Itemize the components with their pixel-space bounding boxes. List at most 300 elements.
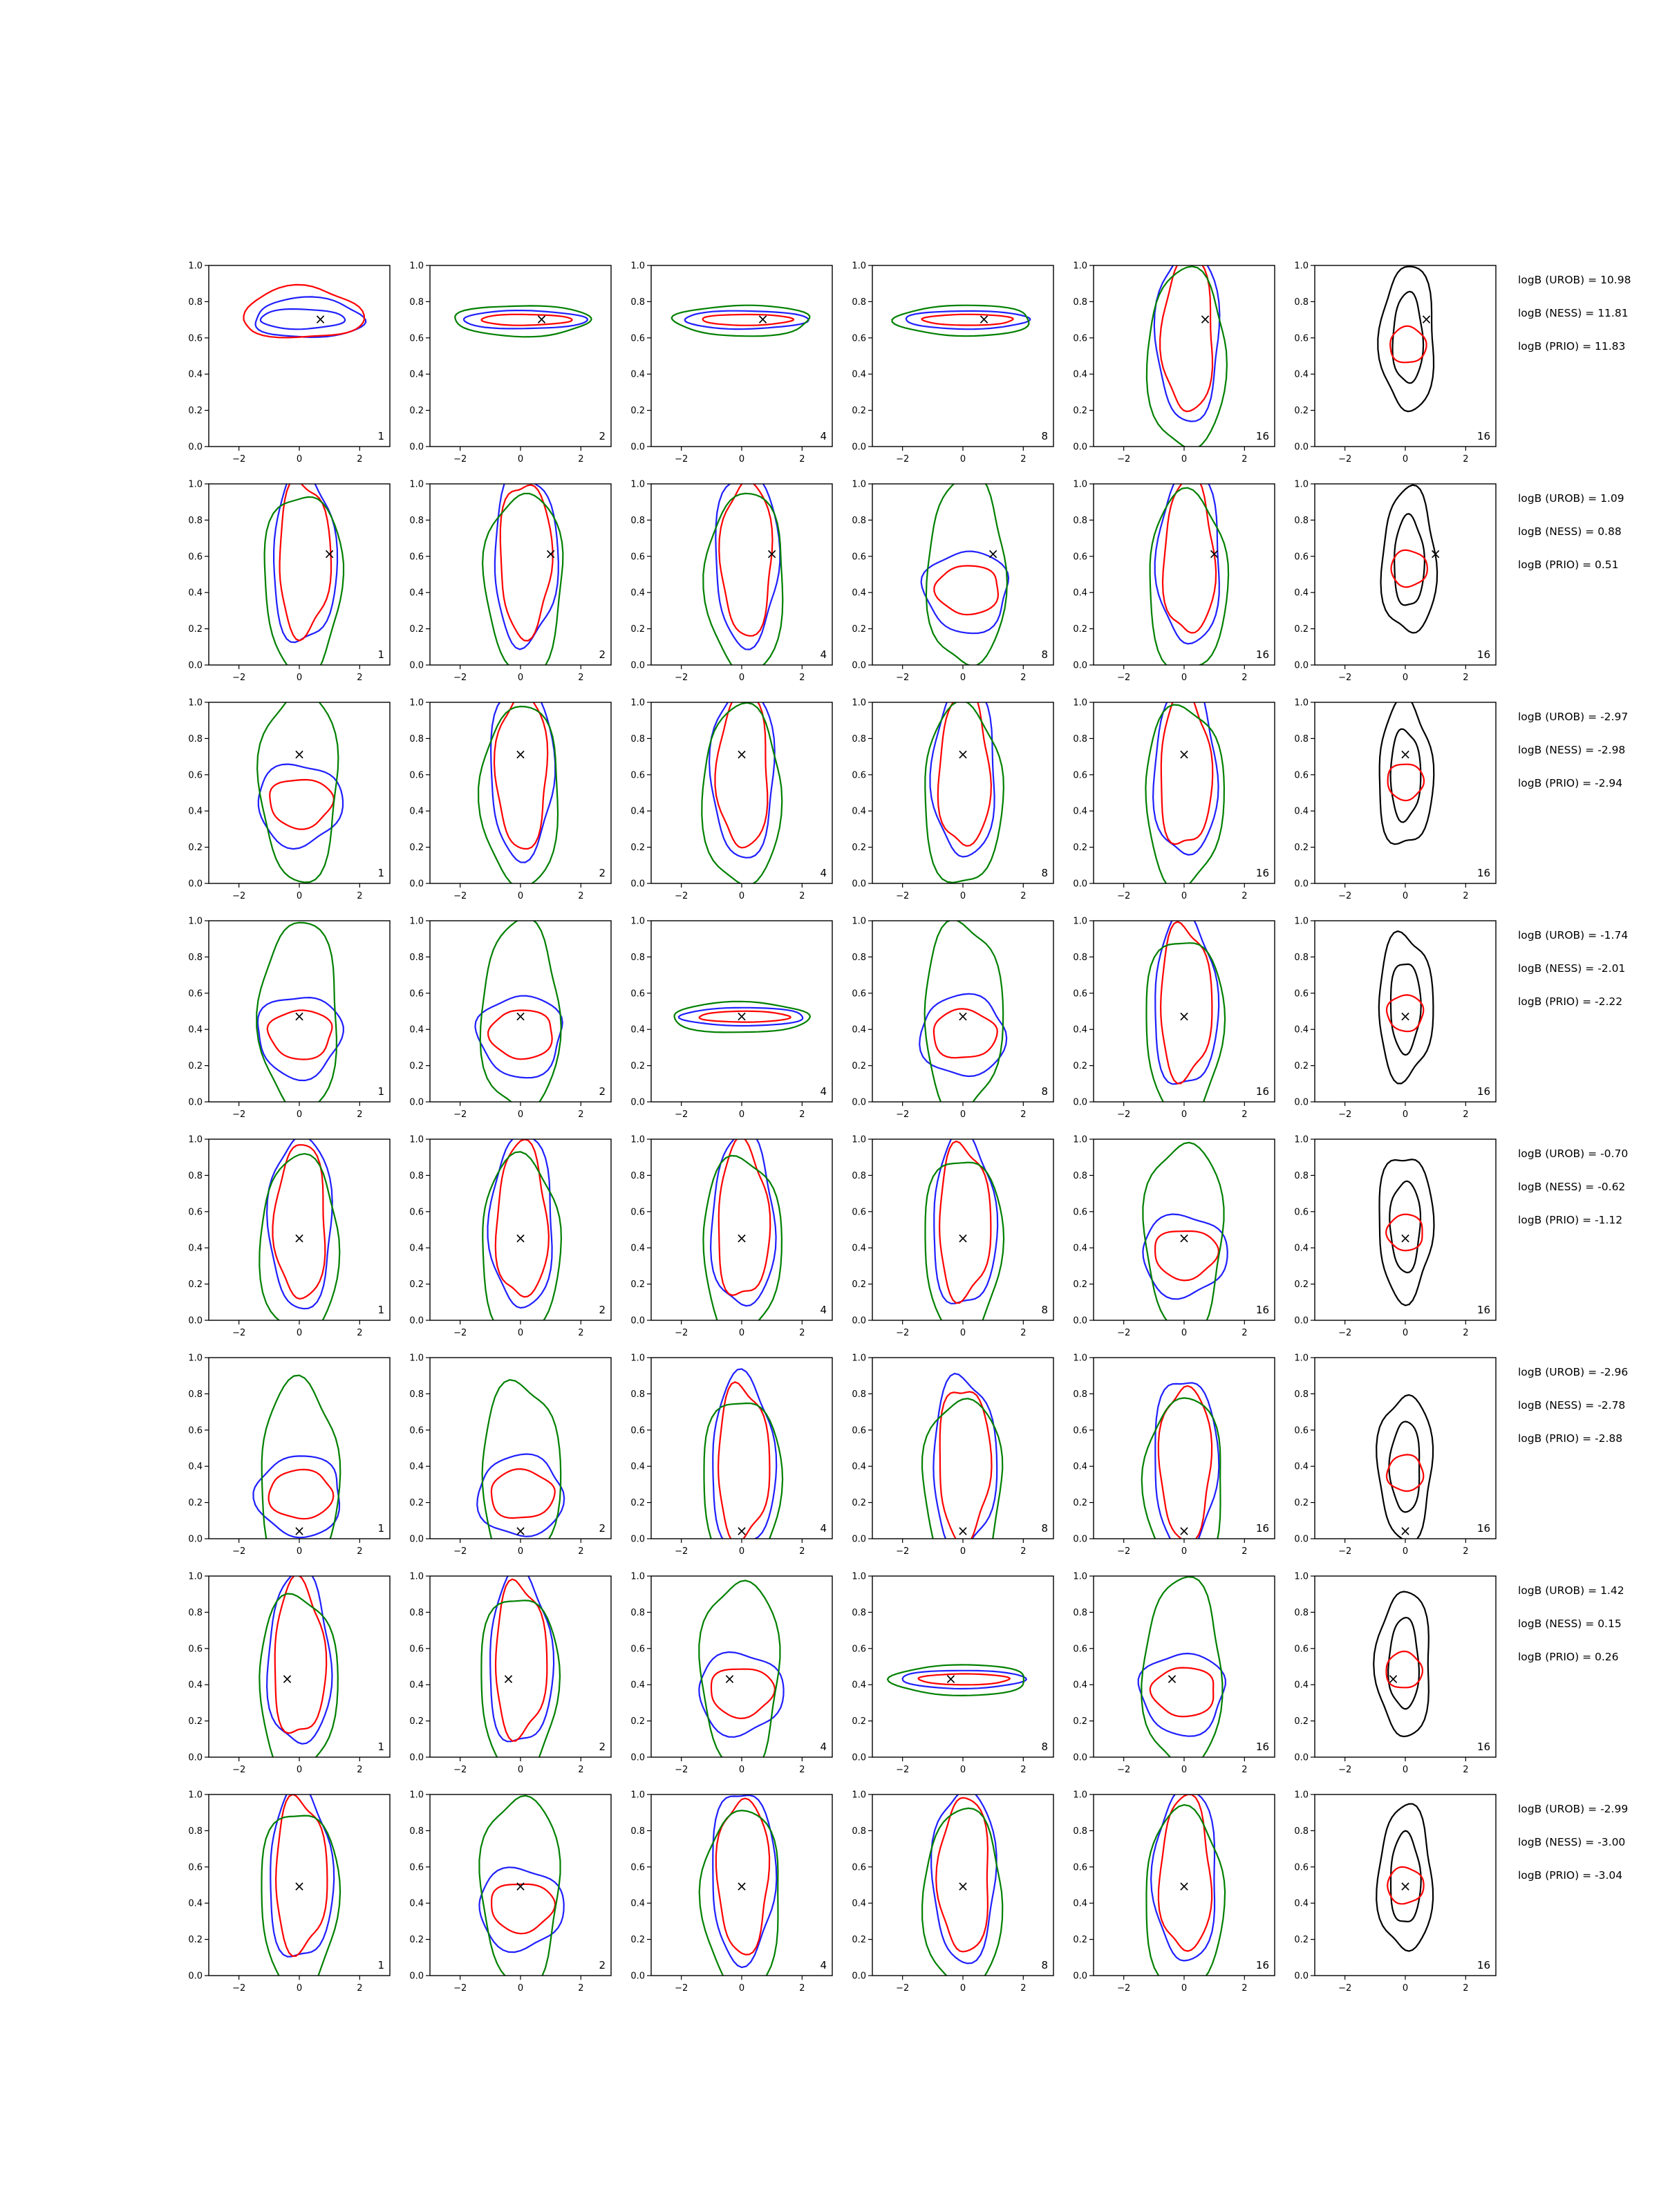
axes-frame bbox=[872, 484, 1053, 665]
x-tick-label: −2 bbox=[896, 673, 910, 683]
y-tick-label: 0.4 bbox=[1294, 806, 1309, 817]
x-tick-label: −2 bbox=[453, 673, 467, 683]
y-tick-label: 1.0 bbox=[1073, 1790, 1087, 1801]
y-tick-label: 0.6 bbox=[188, 1425, 203, 1436]
y-tick-label: 1.0 bbox=[630, 916, 645, 927]
y-tick-label: 0.4 bbox=[409, 1898, 424, 1909]
x-tick-label: 0 bbox=[296, 891, 303, 901]
true-value-marker: × bbox=[735, 1877, 748, 1895]
x-tick-label: 0 bbox=[517, 1109, 524, 1120]
contour-u-0 bbox=[709, 685, 775, 858]
contour-r-0 bbox=[1381, 485, 1438, 633]
panel-r7-c1 bbox=[188, 1568, 390, 1780]
contour-p-2 bbox=[704, 1403, 783, 1586]
panel-number-label: 16 bbox=[1255, 1522, 1269, 1535]
logb-annotation: logB (PRIO) = 11.83 bbox=[1518, 340, 1626, 353]
true-value-marker: × bbox=[735, 1230, 748, 1247]
y-tick-label: 0.8 bbox=[409, 952, 424, 963]
y-tick-label: 0.4 bbox=[630, 588, 645, 599]
panel-r3-c4 bbox=[852, 685, 1053, 901]
y-tick-label: 0.8 bbox=[409, 733, 424, 744]
y-tick-label: 1.0 bbox=[1073, 916, 1087, 927]
y-tick-label: 0.2 bbox=[630, 1280, 645, 1291]
y-tick-label: 0.0 bbox=[409, 1315, 424, 1327]
axes-frame bbox=[872, 1358, 1053, 1539]
contour-n-1 bbox=[482, 315, 572, 326]
y-tick-label: 0.6 bbox=[1073, 1207, 1087, 1218]
y-tick-label: 0.6 bbox=[852, 1425, 866, 1436]
y-tick-label: 0.4 bbox=[1294, 1680, 1309, 1691]
y-tick-label: 1.0 bbox=[1073, 261, 1087, 272]
y-tick-label: 1.0 bbox=[409, 697, 424, 709]
contour-u-2 bbox=[261, 309, 345, 329]
y-tick-label: 0.2 bbox=[1294, 1716, 1309, 1727]
y-tick-label: 1.0 bbox=[1294, 1353, 1309, 1364]
panel-number-label: 16 bbox=[1255, 1085, 1269, 1098]
y-tick-label: 0.0 bbox=[188, 442, 203, 453]
x-tick-label: 2 bbox=[578, 1983, 584, 1994]
true-value-marker: × bbox=[724, 1670, 735, 1687]
y-tick-label: 0.0 bbox=[188, 660, 203, 671]
x-tick-label: −2 bbox=[1338, 1765, 1352, 1775]
y-tick-label: 0.4 bbox=[852, 369, 866, 380]
panel-r2-c2 bbox=[409, 471, 611, 683]
y-tick-label: 0.0 bbox=[852, 1315, 866, 1327]
x-tick-label: −2 bbox=[1338, 1328, 1352, 1338]
true-value-marker: × bbox=[957, 1230, 969, 1247]
y-tick-label: 1.0 bbox=[630, 261, 645, 272]
y-tick-label: 1.0 bbox=[409, 479, 424, 490]
y-tick-label: 0.6 bbox=[1294, 1644, 1309, 1655]
y-tick-label: 0.2 bbox=[1073, 1280, 1087, 1291]
y-tick-label: 0.2 bbox=[852, 1935, 866, 1946]
y-tick-label: 0.6 bbox=[188, 1644, 203, 1655]
panel-r8-c4 bbox=[852, 1790, 1053, 1994]
y-tick-label: 0.2 bbox=[1294, 1935, 1309, 1946]
panel-r3-c5 bbox=[1073, 679, 1275, 901]
x-tick-label: 2 bbox=[1020, 1546, 1027, 1557]
panel-r5-c5 bbox=[1073, 1135, 1275, 1339]
y-tick-label: 1.0 bbox=[1294, 1790, 1309, 1801]
panel-r1-c4 bbox=[852, 261, 1053, 465]
panel-r2-c6 bbox=[1294, 480, 1496, 684]
logb-annotation: logB (PRIO) = 0.26 bbox=[1518, 1651, 1619, 1663]
panel-number-label: 8 bbox=[1041, 430, 1048, 442]
true-value-marker: × bbox=[514, 745, 527, 762]
y-tick-label: 0.0 bbox=[630, 1752, 645, 1763]
y-tick-label: 0.0 bbox=[852, 1534, 866, 1545]
x-tick-label: −2 bbox=[232, 454, 246, 465]
y-tick-label: 0.4 bbox=[630, 1024, 645, 1035]
y-tick-label: 0.0 bbox=[409, 1752, 424, 1763]
logb-annotation: logB (PRIO) = -2.88 bbox=[1518, 1432, 1623, 1445]
panel-r7-c3 bbox=[630, 1572, 832, 1776]
x-tick-label: −2 bbox=[1338, 891, 1352, 901]
axes-frame bbox=[651, 265, 832, 447]
y-tick-label: 0.6 bbox=[409, 1644, 424, 1655]
x-tick-label: 2 bbox=[357, 1546, 363, 1557]
y-tick-label: 1.0 bbox=[630, 1571, 645, 1582]
y-tick-label: 1.0 bbox=[1294, 916, 1309, 927]
panel-number-label: 16 bbox=[1477, 1304, 1490, 1316]
y-tick-label: 0.0 bbox=[1294, 1097, 1309, 1108]
y-tick-label: 0.4 bbox=[1294, 369, 1309, 380]
x-tick-label: −2 bbox=[896, 1765, 910, 1775]
y-tick-label: 0.4 bbox=[188, 806, 203, 817]
panel-number-label: 8 bbox=[1041, 867, 1048, 879]
x-tick-label: 0 bbox=[1402, 1546, 1409, 1557]
y-tick-label: 1.0 bbox=[409, 1571, 424, 1582]
y-tick-label: 0.4 bbox=[188, 369, 203, 380]
panel-r1-c2 bbox=[409, 261, 611, 465]
y-tick-label: 0.6 bbox=[1294, 1425, 1309, 1436]
panel-number-label: 4 bbox=[820, 1741, 827, 1753]
panel-r6-c6 bbox=[1294, 1353, 1496, 1557]
x-tick-label: 0 bbox=[959, 1983, 966, 1994]
y-tick-label: 0.2 bbox=[188, 1498, 203, 1509]
true-value-marker: × bbox=[1178, 1877, 1190, 1895]
panel-number-label: 16 bbox=[1477, 867, 1490, 879]
y-tick-label: 0.8 bbox=[1073, 515, 1087, 526]
panel-r4-c3 bbox=[630, 917, 832, 1121]
panel-r8-c5 bbox=[1073, 1789, 1275, 1994]
y-tick-label: 0.0 bbox=[409, 442, 424, 453]
true-value-marker: × bbox=[1208, 545, 1221, 563]
logb-annotation: logB (UROB) = -1.74 bbox=[1518, 929, 1629, 941]
contour-p-2 bbox=[926, 1163, 1004, 1345]
x-tick-label: −2 bbox=[1338, 1546, 1352, 1557]
x-tick-label: 2 bbox=[1463, 891, 1469, 901]
x-tick-label: 0 bbox=[1402, 1765, 1409, 1775]
y-tick-label: 0.8 bbox=[188, 1826, 203, 1837]
contour-u-0 bbox=[711, 1131, 776, 1306]
panel-number-label: 16 bbox=[1255, 1741, 1269, 1753]
x-tick-label: −2 bbox=[1338, 454, 1352, 465]
y-tick-label: 0.4 bbox=[1294, 1243, 1309, 1254]
y-tick-label: 1.0 bbox=[1073, 1353, 1087, 1364]
panel-number-label: 16 bbox=[1255, 430, 1269, 442]
panel-r5-c4 bbox=[852, 1128, 1053, 1345]
x-tick-label: 0 bbox=[1181, 1546, 1188, 1557]
x-tick-label: 2 bbox=[1020, 1328, 1027, 1338]
y-tick-label: 0.2 bbox=[188, 843, 203, 854]
true-value-marker: × bbox=[735, 745, 748, 762]
panel-number-label: 4 bbox=[820, 430, 827, 442]
y-tick-label: 0.2 bbox=[630, 1935, 645, 1946]
y-tick-label: 0.4 bbox=[409, 1024, 424, 1035]
x-tick-label: 0 bbox=[1402, 1328, 1409, 1338]
panel-number-label: 4 bbox=[820, 648, 827, 661]
contour-r-0 bbox=[1380, 696, 1434, 845]
y-tick-label: 0.6 bbox=[630, 333, 645, 344]
y-tick-label: 0.4 bbox=[852, 1024, 866, 1035]
x-tick-label: 0 bbox=[517, 673, 524, 683]
y-tick-label: 0.8 bbox=[188, 1170, 203, 1181]
panel-number-label: 4 bbox=[820, 1304, 827, 1316]
x-tick-label: 0 bbox=[1181, 1109, 1188, 1120]
x-tick-label: 2 bbox=[799, 1109, 805, 1120]
true-value-marker: × bbox=[735, 1007, 748, 1024]
y-tick-label: 0.2 bbox=[852, 406, 866, 417]
contour-r-1 bbox=[1389, 1181, 1421, 1273]
x-tick-label: 2 bbox=[578, 454, 584, 465]
true-value-marker: × bbox=[293, 745, 306, 762]
y-tick-label: 0.4 bbox=[188, 1461, 203, 1472]
x-tick-label: 0 bbox=[1402, 454, 1409, 465]
y-tick-label: 0.6 bbox=[188, 552, 203, 563]
y-tick-label: 1.0 bbox=[1073, 697, 1087, 709]
y-tick-label: 0.6 bbox=[409, 1207, 424, 1218]
axes-frame bbox=[209, 484, 390, 665]
y-tick-label: 0.0 bbox=[630, 1097, 645, 1108]
y-tick-label: 1.0 bbox=[1073, 1134, 1087, 1145]
contour-p-2 bbox=[259, 1594, 338, 1781]
axes-frame bbox=[651, 1576, 832, 1757]
y-tick-label: 0.6 bbox=[630, 1862, 645, 1873]
panel-r2-c5 bbox=[1073, 472, 1275, 684]
panel-r6-c1 bbox=[188, 1353, 390, 1568]
true-value-marker: × bbox=[1399, 745, 1412, 762]
panel-number-label: 8 bbox=[1041, 1522, 1048, 1535]
y-tick-label: 1.0 bbox=[852, 1571, 866, 1582]
y-tick-label: 0.2 bbox=[409, 1716, 424, 1727]
panel-number-label: 16 bbox=[1477, 1959, 1490, 1971]
y-tick-label: 0.8 bbox=[630, 1826, 645, 1837]
y-tick-label: 0.6 bbox=[1294, 988, 1309, 1000]
x-tick-label: −2 bbox=[232, 891, 246, 901]
x-tick-label: 2 bbox=[1463, 454, 1469, 465]
y-tick-label: 0.6 bbox=[188, 1862, 203, 1873]
y-tick-label: 1.0 bbox=[630, 479, 645, 490]
y-tick-label: 0.0 bbox=[852, 660, 866, 671]
y-tick-label: 0.2 bbox=[1294, 1498, 1309, 1509]
panel-number-label: 1 bbox=[377, 1741, 384, 1753]
x-tick-label: 2 bbox=[799, 1983, 805, 1994]
panel-r1-c5 bbox=[1073, 248, 1275, 465]
y-tick-label: 0.4 bbox=[630, 1461, 645, 1472]
y-tick-label: 0.4 bbox=[188, 1680, 203, 1691]
y-tick-label: 0.2 bbox=[1294, 624, 1309, 635]
contour-p-2 bbox=[926, 473, 1007, 666]
y-tick-label: 0.2 bbox=[630, 624, 645, 635]
contour-n-1 bbox=[919, 1674, 1010, 1685]
panel-r2-c4 bbox=[852, 473, 1053, 683]
panel-number-label: 2 bbox=[599, 1522, 606, 1535]
x-tick-label: 0 bbox=[738, 673, 745, 683]
y-tick-label: 0.0 bbox=[630, 1534, 645, 1545]
x-tick-label: −2 bbox=[1117, 1765, 1131, 1775]
y-tick-label: 1.0 bbox=[409, 1790, 424, 1801]
y-tick-label: 0.8 bbox=[630, 1607, 645, 1618]
panel-r1-c1 bbox=[188, 261, 390, 465]
y-tick-label: 0.4 bbox=[852, 1461, 866, 1472]
y-tick-label: 0.0 bbox=[630, 1315, 645, 1327]
axes-frame bbox=[1094, 702, 1275, 883]
x-tick-label: 0 bbox=[1181, 454, 1188, 465]
y-tick-label: 0.2 bbox=[188, 624, 203, 635]
panel-r3-c2 bbox=[409, 689, 611, 901]
x-tick-label: −2 bbox=[1117, 1109, 1131, 1120]
panel-r7-c4 bbox=[852, 1572, 1053, 1776]
panel-number-label: 16 bbox=[1255, 1304, 1269, 1316]
y-tick-label: 0.8 bbox=[1073, 1826, 1087, 1837]
x-tick-label: 2 bbox=[357, 1328, 363, 1338]
x-tick-label: −2 bbox=[232, 673, 246, 683]
axes-frame bbox=[209, 1358, 390, 1539]
x-tick-label: −2 bbox=[1338, 673, 1352, 683]
x-tick-label: −2 bbox=[675, 1765, 688, 1775]
axes-frame bbox=[430, 702, 611, 883]
panel-r5-c2 bbox=[409, 1135, 611, 1339]
x-tick-label: −2 bbox=[232, 1109, 246, 1120]
x-tick-label: −2 bbox=[1117, 673, 1131, 683]
y-tick-label: 0.8 bbox=[1073, 733, 1087, 744]
y-tick-label: 0.8 bbox=[852, 952, 866, 963]
y-tick-label: 0.6 bbox=[852, 1644, 866, 1655]
panel-number-label: 1 bbox=[377, 1304, 384, 1316]
y-tick-label: 0.2 bbox=[409, 1935, 424, 1946]
x-tick-label: −2 bbox=[453, 1765, 467, 1775]
y-tick-label: 1.0 bbox=[1294, 1134, 1309, 1145]
contour-u-0 bbox=[490, 1566, 554, 1742]
y-tick-label: 0.2 bbox=[1294, 406, 1309, 417]
logb-annotation: logB (NESS) = 0.15 bbox=[1518, 1618, 1622, 1630]
panel-number-label: 8 bbox=[1041, 648, 1048, 661]
panel-r5-c6 bbox=[1294, 1135, 1496, 1339]
true-value-marker: × bbox=[293, 1522, 306, 1539]
y-tick-label: 0.4 bbox=[1073, 1680, 1087, 1691]
y-tick-label: 0.8 bbox=[852, 515, 866, 526]
panel-number-label: 16 bbox=[1477, 430, 1490, 442]
x-tick-label: 2 bbox=[1241, 673, 1248, 683]
panel-r7-c6 bbox=[1294, 1572, 1496, 1776]
y-tick-label: 1.0 bbox=[188, 1571, 203, 1582]
true-value-marker: × bbox=[978, 310, 990, 328]
y-tick-label: 0.0 bbox=[188, 1534, 203, 1545]
logb-annotation: logB (NESS) = -2.78 bbox=[1518, 1399, 1626, 1412]
panel-r7-c5 bbox=[1073, 1572, 1275, 1776]
y-tick-label: 0.6 bbox=[188, 1207, 203, 1218]
x-tick-label: 0 bbox=[738, 1328, 745, 1338]
x-tick-label: −2 bbox=[1338, 1109, 1352, 1120]
x-tick-label: 0 bbox=[517, 891, 524, 901]
y-tick-label: 0.0 bbox=[852, 1752, 866, 1763]
y-tick-label: 1.0 bbox=[630, 1353, 645, 1364]
x-tick-label: 0 bbox=[738, 454, 745, 465]
true-value-marker: × bbox=[293, 1230, 306, 1247]
y-tick-label: 0.0 bbox=[1073, 1534, 1087, 1545]
contour-u-0 bbox=[270, 1781, 334, 1957]
x-tick-label: 0 bbox=[1181, 1765, 1188, 1775]
y-tick-label: 0.6 bbox=[630, 770, 645, 781]
y-tick-label: 0.4 bbox=[188, 1024, 203, 1035]
y-tick-label: 0.8 bbox=[409, 1826, 424, 1837]
y-tick-label: 0.4 bbox=[188, 1243, 203, 1254]
y-tick-label: 0.2 bbox=[409, 1061, 424, 1072]
y-tick-label: 0.2 bbox=[1294, 843, 1309, 854]
y-tick-label: 0.2 bbox=[188, 406, 203, 417]
y-tick-label: 0.2 bbox=[409, 843, 424, 854]
x-tick-label: −2 bbox=[1338, 1983, 1352, 1994]
y-tick-label: 0.6 bbox=[630, 552, 645, 563]
panel-number-label: 1 bbox=[377, 648, 384, 661]
y-tick-label: 0.2 bbox=[188, 1280, 203, 1291]
true-value-marker: × bbox=[957, 1007, 969, 1024]
true-value-marker: × bbox=[957, 1522, 969, 1539]
y-tick-label: 0.2 bbox=[630, 843, 645, 854]
x-tick-label: 2 bbox=[357, 673, 363, 683]
x-tick-label: 2 bbox=[1020, 1109, 1027, 1120]
contour-p-2 bbox=[703, 1156, 782, 1342]
y-tick-label: 0.0 bbox=[409, 879, 424, 890]
y-tick-label: 0.6 bbox=[1073, 1425, 1087, 1436]
true-value-marker: × bbox=[957, 1877, 969, 1895]
y-tick-label: 0.4 bbox=[630, 369, 645, 380]
y-tick-label: 0.6 bbox=[1294, 552, 1309, 563]
true-value-marker: × bbox=[1421, 310, 1432, 328]
y-tick-label: 1.0 bbox=[1073, 479, 1087, 490]
y-tick-label: 0.2 bbox=[1073, 1935, 1087, 1946]
contour-p-2 bbox=[1145, 705, 1224, 892]
y-tick-label: 0.0 bbox=[1294, 442, 1309, 453]
y-tick-label: 1.0 bbox=[188, 261, 203, 272]
axes-frame bbox=[1094, 1576, 1275, 1757]
true-value-marker: × bbox=[315, 310, 326, 328]
x-tick-label: 2 bbox=[1020, 454, 1027, 465]
y-tick-label: 0.6 bbox=[852, 1207, 866, 1218]
true-value-marker: × bbox=[1199, 310, 1211, 328]
x-tick-label: 0 bbox=[517, 454, 524, 465]
panel-r5-c3 bbox=[630, 1131, 832, 1342]
y-tick-label: 0.4 bbox=[630, 1898, 645, 1909]
true-value-marker: × bbox=[1430, 545, 1442, 563]
logb-annotation: logB (PRIO) = 0.51 bbox=[1518, 559, 1619, 571]
y-tick-label: 0.6 bbox=[852, 552, 866, 563]
true-value-marker: × bbox=[514, 1007, 527, 1024]
panel-number-label: 16 bbox=[1477, 1085, 1490, 1098]
y-tick-label: 1.0 bbox=[188, 479, 203, 490]
y-tick-label: 0.4 bbox=[630, 1680, 645, 1691]
y-tick-label: 0.8 bbox=[409, 1389, 424, 1400]
y-tick-label: 0.2 bbox=[1073, 624, 1087, 635]
y-tick-label: 0.8 bbox=[409, 515, 424, 526]
x-tick-label: 2 bbox=[1241, 454, 1248, 465]
logb-annotation: logB (PRIO) = -1.12 bbox=[1518, 1214, 1623, 1226]
panel-r6-c2 bbox=[409, 1353, 611, 1578]
y-tick-label: 0.4 bbox=[852, 806, 866, 817]
y-tick-label: 0.4 bbox=[630, 1243, 645, 1254]
x-tick-label: 0 bbox=[517, 1546, 524, 1557]
y-tick-label: 0.0 bbox=[1294, 1752, 1309, 1763]
y-tick-label: 0.0 bbox=[1073, 1097, 1087, 1108]
y-tick-label: 0.0 bbox=[1294, 879, 1309, 890]
y-tick-label: 0.0 bbox=[630, 879, 645, 890]
x-tick-label: −2 bbox=[453, 891, 467, 901]
panel-number-label: 1 bbox=[377, 1085, 384, 1098]
x-tick-label: 2 bbox=[578, 1328, 584, 1338]
y-tick-label: 1.0 bbox=[630, 1134, 645, 1145]
x-tick-label: −2 bbox=[453, 1546, 467, 1557]
y-tick-label: 0.0 bbox=[1073, 442, 1087, 453]
y-tick-label: 0.6 bbox=[630, 988, 645, 1000]
panel-number-label: 2 bbox=[599, 867, 606, 879]
x-tick-label: −2 bbox=[232, 1765, 246, 1775]
y-tick-label: 0.0 bbox=[409, 1971, 424, 1982]
panel-number-label: 1 bbox=[377, 1522, 384, 1535]
contour-r-1 bbox=[1391, 1831, 1421, 1922]
panel-number-label: 16 bbox=[1477, 1741, 1490, 1753]
y-tick-label: 0.2 bbox=[630, 406, 645, 417]
